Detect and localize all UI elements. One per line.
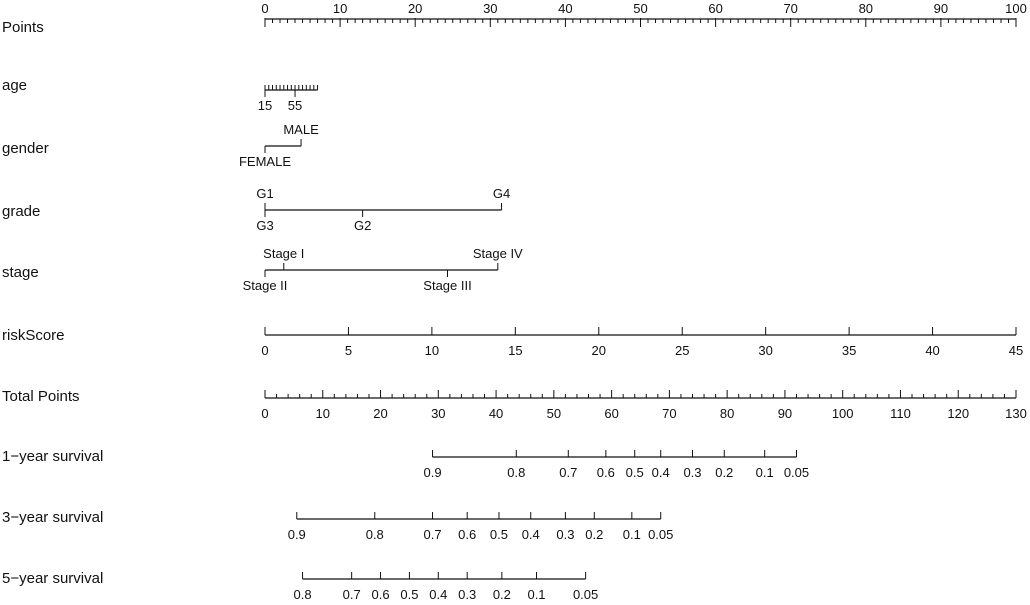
surv5-tick-label: 0.6 bbox=[371, 587, 390, 602]
points-tick-label: 0 bbox=[261, 1, 269, 16]
riskScore-tick-label: 25 bbox=[674, 343, 690, 358]
surv5-tick-label: 0.5 bbox=[400, 587, 419, 602]
gender-row-label: gender bbox=[2, 140, 49, 157]
riskScore-tick-label: 0 bbox=[261, 343, 269, 358]
gender-tick-label: FEMALE bbox=[238, 154, 292, 169]
riskScore-row-label: riskScore bbox=[2, 327, 65, 344]
points-tick-label: 70 bbox=[783, 1, 798, 16]
total-tick-label: 90 bbox=[777, 406, 793, 421]
surv3-tick-label: 0.7 bbox=[423, 527, 442, 542]
points-tick-label: 90 bbox=[933, 1, 949, 16]
riskScore-tick-label: 45 bbox=[1008, 343, 1024, 358]
surv1-tick-label: 0.8 bbox=[507, 465, 526, 480]
surv1-tick-label: 0.7 bbox=[559, 465, 578, 480]
stage-tick-label: Stage I bbox=[263, 246, 305, 261]
surv3-tick-label: 0.9 bbox=[287, 527, 306, 542]
total-tick-label: 100 bbox=[831, 406, 854, 421]
grade-tick-label: G4 bbox=[492, 186, 511, 201]
surv1-tick-label: 0.5 bbox=[625, 465, 644, 480]
grade-tick-label: G1 bbox=[256, 186, 274, 201]
surv5-tick-label: 0.05 bbox=[572, 587, 599, 602]
riskScore-tick-label: 15 bbox=[508, 343, 523, 358]
total-tick-label: 40 bbox=[488, 406, 504, 421]
surv3-tick-label: 0.3 bbox=[556, 527, 575, 542]
points-tick-label: 10 bbox=[332, 1, 348, 16]
surv1-tick-label: 0.2 bbox=[715, 465, 734, 480]
total-tick-label: 60 bbox=[604, 406, 619, 421]
surv1-tick-label: 0.05 bbox=[783, 465, 810, 480]
surv1-tick-label: 0.4 bbox=[651, 465, 670, 480]
age-tick-label: 15 bbox=[257, 98, 273, 113]
points-tick-label: 30 bbox=[483, 1, 498, 16]
grade-tick-label: G3 bbox=[256, 218, 274, 233]
surv1-tick-label: 0.9 bbox=[423, 465, 442, 480]
surv3-tick-label: 0.1 bbox=[622, 527, 641, 542]
grade-row-label: grade bbox=[2, 203, 41, 220]
total-tick-label: 70 bbox=[662, 406, 677, 421]
points-tick-label: 20 bbox=[407, 1, 423, 16]
surv3-tick-label: 0.6 bbox=[458, 527, 477, 542]
stage-row-label: stage bbox=[2, 264, 39, 281]
riskScore-tick-label: 30 bbox=[758, 343, 773, 358]
points-tick-label: 80 bbox=[858, 1, 874, 16]
riskScore-tick-label: 40 bbox=[925, 343, 940, 358]
points-row-label: Points bbox=[2, 19, 44, 36]
age-tick-label: 55 bbox=[287, 98, 303, 113]
surv3-row-label: 3−year survival bbox=[2, 509, 104, 526]
surv5-tick-label: 0.1 bbox=[527, 587, 546, 602]
total-tick-label: 10 bbox=[315, 406, 331, 421]
riskScore-tick-label: 10 bbox=[424, 343, 440, 358]
surv1-tick-label: 0.6 bbox=[596, 465, 615, 480]
total-row-label: Total Points bbox=[2, 388, 80, 405]
total-tick-label: 130 bbox=[1005, 406, 1027, 421]
riskScore-tick-label: 5 bbox=[344, 343, 353, 358]
riskScore-tick-label: 20 bbox=[591, 343, 607, 358]
surv3-tick-label: 0.8 bbox=[365, 527, 384, 542]
grade-tick-label: G2 bbox=[353, 218, 372, 233]
total-tick-label: 110 bbox=[890, 406, 911, 421]
surv5-tick-label: 0.4 bbox=[429, 587, 448, 602]
surv5-tick-label: 0.7 bbox=[342, 587, 361, 602]
surv5-row-label: 5−year survival bbox=[2, 570, 104, 587]
surv5-tick-label: 0.2 bbox=[492, 587, 511, 602]
points-tick-label: 50 bbox=[633, 1, 648, 16]
gender-tick-label: MALE bbox=[283, 122, 319, 137]
total-tick-label: 0 bbox=[261, 406, 269, 421]
total-tick-label: 50 bbox=[546, 406, 562, 421]
surv3-tick-label: 0.5 bbox=[489, 527, 509, 542]
total-tick-label: 120 bbox=[947, 406, 970, 421]
surv5-tick-label: 0.3 bbox=[458, 587, 477, 602]
surv5-tick-label: 0.8 bbox=[293, 587, 312, 602]
surv1-tick-label: 0.3 bbox=[683, 465, 702, 480]
total-tick-label: 30 bbox=[431, 406, 446, 421]
surv3-tick-label: 0.05 bbox=[648, 527, 674, 542]
surv3-tick-label: 0.2 bbox=[585, 527, 604, 542]
age-row-label: age bbox=[2, 77, 28, 94]
total-tick-label: 80 bbox=[719, 406, 735, 421]
surv1-row-label: 1−year survival bbox=[2, 448, 104, 465]
stage-tick-label: Stage II bbox=[242, 278, 288, 293]
surv3-tick-label: 0.4 bbox=[521, 527, 540, 542]
total-tick-label: 20 bbox=[373, 406, 388, 421]
surv1-tick-label: 0.1 bbox=[755, 465, 774, 480]
stage-tick-label: Stage IV bbox=[472, 246, 523, 261]
stage-tick-label: Stage III bbox=[423, 278, 472, 293]
riskScore-tick-label: 35 bbox=[841, 343, 857, 358]
points-tick-label: 40 bbox=[558, 1, 573, 16]
points-tick-label: 100 bbox=[1005, 1, 1027, 16]
points-tick-label: 60 bbox=[708, 1, 723, 16]
